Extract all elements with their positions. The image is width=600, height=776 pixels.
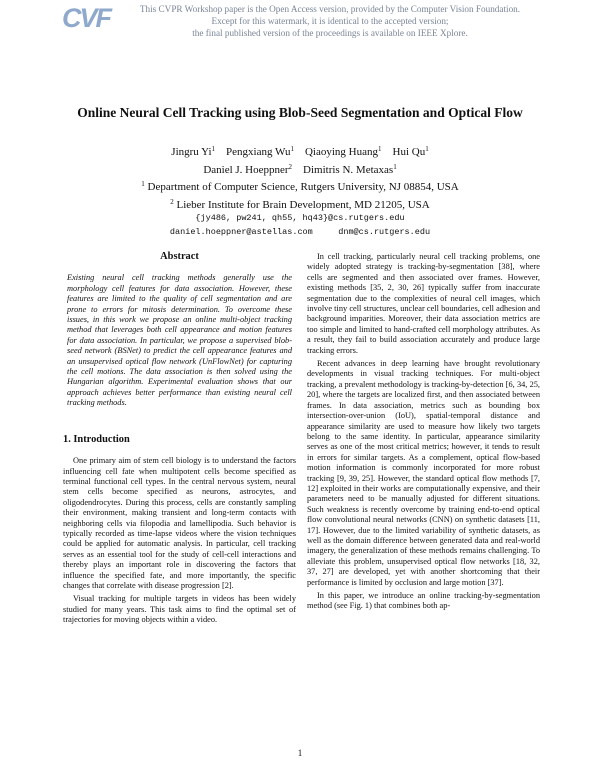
cvf-logo: CVF (62, 3, 110, 33)
author-name: Hui Qu (392, 146, 426, 158)
author-name: Jingru Yi (171, 146, 212, 158)
body-paragraph: One primary aim of stem cell biology is to understand the factors influencing cell fate when multipotent cells become specified as terminal functional cell types. In the central nervous system, neural stem cells become specified as neurons, astrocytes, and oligodendrocytes. During this process, cells are constantly sampling their environment, making transient and long-term contacts with neighboring cells via filopodia and lamellipodia. Such behavior is typically recorded as time-lapse videos where the vision techniques could be applied for automatic analysis. In particular, cell tracking serves as an essential tool for the study of cell-cell interactions and thereby plays an important role in discovering the factors that influence the specified fate, and more importantly, the specific changes that correlate with disease progression [2]. (63, 456, 296, 590)
notice-line: the final published version of the proceedings is available on IEEE Xplore. (192, 28, 468, 38)
paper-title: Online Neural Cell Tracking using Blob-Seed Segmentation and Optical Flow (77, 105, 523, 120)
left-column (63, 252, 296, 626)
open-access-notice (110, 3, 550, 39)
body-paragraph: Visual tracking for multiple targets in videos has been widely studied for many years. This task aims to find the optimal set of trajectories for moving objects within a video. (63, 594, 296, 625)
author-name: Pengxiang Wu (226, 146, 291, 158)
notice-line: Except for this watermark, it is identical to the accepted version; (211, 16, 449, 26)
author-name: Dimitris N. Metaxas (303, 163, 394, 176)
right-column (307, 252, 540, 612)
body-paragraph: In cell tracking, particularly neural cell tracking problems, one widely adopted strategy is tracking-by-segmentation [38], where cells are segmented and then associated over frames. However, existing methods [35, 2, 30, 26] typically suffer from inaccurate segmentation due to the complexities of neural cell images, which involve tiny cell structures, unclear cell boundaries, cell adhesion and background imparities. Moreover, their data association metrics are too simple and limited to hand-crafted cell morphology attributes. As a result, they fail to build association accurately and produce large tracking errors. (307, 252, 540, 355)
abstract-text: Existing neural cell tracking methods generally use the morphology cell features for data association. However, these features are limited to the quality of cell segmentation and are prone to errors for mitosis determination. To overcome these issues, in this work we propose an online multi-object tracking method that leverages both cell appearance and motion features for data association. In particular, we propose a supervised blob-seed network (BSNet) to predict the cell appearance features and an unsupervised optical flow network (UnFlowNet) for capturing the cell motions. The data association is then solved using the Hungarian algorithm. Experimental evaluation shows that our approach achieves better performance than existing neural cell tracking methods. (67, 273, 292, 408)
body-paragraph: In this paper, we introduce an online tracking-by-segmentation method (see Fig. 1) that combines both ap- (307, 591, 540, 611)
introduction-heading: 1. Introduction (63, 433, 130, 445)
author-line-1: Jingru Yi$^1$ Pengxiang Wu$^1$ Qiaoying Huang$^1$ Hui Qu$^1$ (171, 145, 429, 158)
author-block (0, 142, 600, 239)
affiliation: $^1$ Department of Computer Science, Rutgers University, NJ 08854, USA (141, 180, 459, 194)
abstract-heading: Abstract (160, 251, 199, 262)
page-number: 1 (297, 748, 303, 758)
author-name: Daniel J. Hoeppner (203, 163, 289, 176)
author-line-2: Daniel J. Hoeppner$^2$ Dimitris N. Metaxas$^1$ (203, 162, 397, 176)
email-line: {jy486, pw241, qh55, hq43}@cs.rutgers.edu (195, 213, 405, 224)
author-name: Qiaoying Huang (304, 146, 378, 158)
notice-line: This CVPR Workshop paper is the Open Access version, provided by the Computer Vision Foundation. (139, 4, 521, 14)
affiliation: $^2$ Lieber Institute for Brain Development, MD 21205, USA (170, 197, 430, 211)
email-line: daniel.hoeppner@astellas.com dnm@cs.rutgers.edu (169, 226, 431, 237)
body-paragraph: Recent advances in deep learning have brought revolutionary developments in visual tracking techniques. For multi-object tracking, a prevalent methodology is tracking-by-detection [6, 34, 25, 20], where the targets are localized first, and then associated between frames. In data association, metrics such as bounding box intersection-over-union (IoU), spatial-temporal distance and appearance similarity are used to measure how likely two targets belong to the same identity. In particular, appearance similarity serves as one of the most critical metrics; however, it tends to result in errors for similar targets. As a complement, optical flow-based motion information is commonly incorporated for more robust tracking [9, 39, 25]. However, the standard optical flow methods [7, 12] exploited in their works are computationally expensive, and their parameters need to be manually adjusted for different situations. Such weakness is recently overcome by training end-to-end optical flow convolutional neural networks (CNN) on synthetic datasets [11, 17]. However, due to the limited variability of synthetic datasets, as well as the domain difference between generated data and real-world imagery, the generalization of these methods remains challenging. To alleviate this problem, unsupervised optical flow networks [18, 32, 37, 27] are developed, yet with another shortcoming that their performance is limited by occlusion and large motion [37]. (307, 359, 540, 587)
